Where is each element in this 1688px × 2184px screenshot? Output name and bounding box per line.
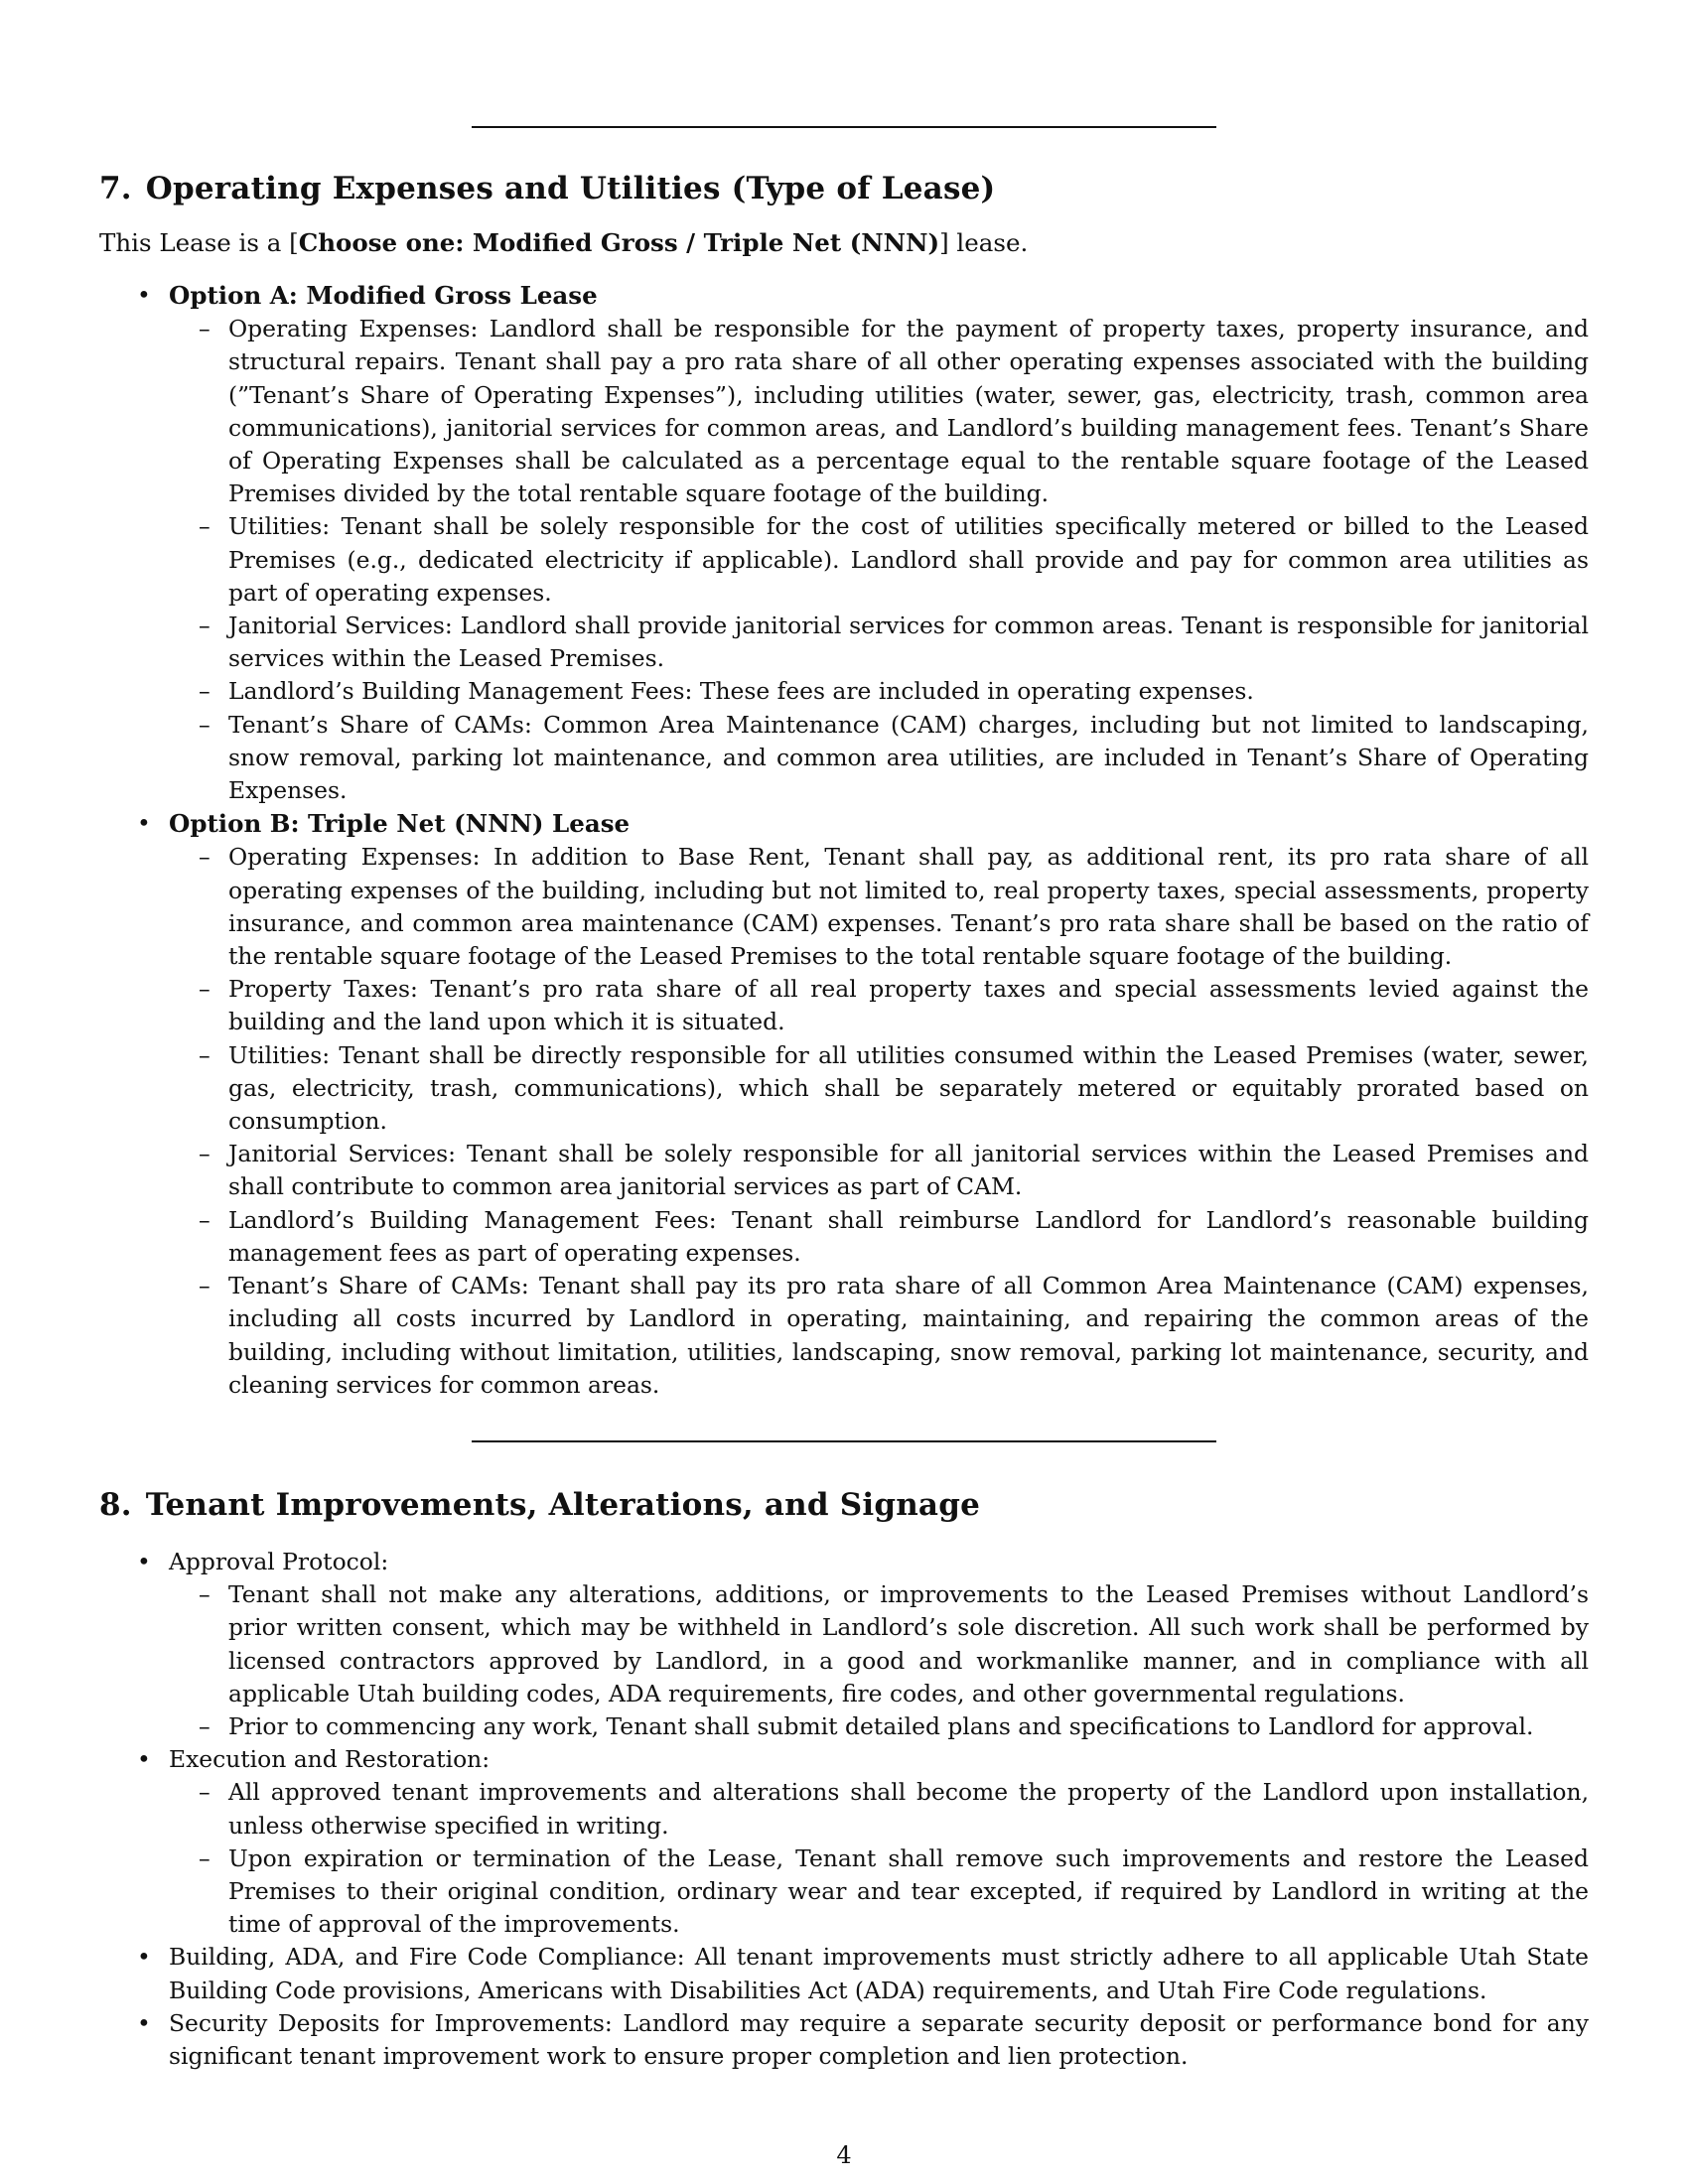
intro-suffix: ] lease. — [939, 228, 1029, 257]
option-a-utilities: Utilities: Tenant shall be solely responsible for the cost of utilities specifically metered or billed to the Leased Premises (e.g., dedicated electricity if applicable). Landlord shall provide and pay for common area utilities as part of operating expenses. — [228, 512, 1589, 607]
section-7-title: Operating Expenses and Utilities (Type of Lease) — [145, 171, 996, 206]
improvement-item — [99, 1546, 1589, 1743]
option-a-label: Option A: Modified Gross Lease — [169, 281, 598, 310]
option-a-item — [99, 313, 1589, 510]
option-b-property-taxes: Property Taxes: Tenant’s pro rata share of all real property taxes and special assessments levied against the building and the land upon which it is situated. — [228, 975, 1589, 1036]
option-a-item — [99, 709, 1589, 808]
dash-icon: – — [199, 1580, 211, 1609]
dash-icon: – — [199, 512, 211, 541]
dash-icon: – — [199, 975, 211, 1004]
improvement-item — [99, 1743, 1589, 1941]
dash-icon: – — [199, 843, 211, 872]
approval-subitem — [99, 1578, 1589, 1710]
dash-icon: – — [199, 612, 211, 640]
lease-type-intro — [99, 228, 1028, 257]
approval-plans-text: Prior to commencing any work, Tenant shall submit detailed plans and specifications to Landlord for approval. — [228, 1712, 1534, 1741]
bullet-icon: • — [137, 809, 151, 838]
option-b-item — [99, 973, 1589, 1038]
option-b-item — [99, 1039, 1589, 1139]
execution-property-text: All approved tenant improvements and alterations shall become the property of the Landlord upon installation, unless otherwise specified in writing. — [228, 1778, 1589, 1840]
option-b-janitorial: Janitorial Services: Tenant shall be solely responsible for all janitorial services within the Leased Premises and shall contribute to common area janitorial services as part of CAM. — [228, 1140, 1589, 1201]
option-a — [99, 279, 1589, 807]
document-page — [99, 0, 1589, 2184]
section-8-number: 8. — [99, 1487, 132, 1523]
section-divider-top — [472, 126, 1216, 128]
bullet-icon: • — [137, 1548, 151, 1575]
dash-icon: – — [199, 1205, 211, 1234]
bullet-icon: • — [137, 1943, 151, 1972]
option-a-item — [99, 510, 1589, 610]
option-b-operating-expenses: Operating Expenses: In addition to Base Rent, Tenant shall pay, as additional rent, its pro rata share of all operating expenses of the building, including but not limited to, real property taxes, special assessments, property insurance, and common area maintenance (CAM) expenses. Tenant’s pro rata share shall be based on the ratio of the rentable square footage of the Leased Premises to the total rentable square footage of the building. — [228, 843, 1589, 971]
execution-subitem — [99, 1776, 1589, 1842]
option-b — [99, 807, 1589, 1402]
approval-subitem — [99, 1710, 1589, 1743]
dash-icon: – — [199, 315, 211, 343]
section-7-options — [99, 279, 1589, 1402]
security-deposit-text: Security Deposits for Improvements: Landlord may require a separate security deposit or performance bond for any significant tenant improvement work to ensure proper completion and lien protection. — [169, 2008, 1589, 2071]
section-8-list — [99, 1546, 1589, 2073]
option-a-item — [99, 675, 1589, 708]
dash-icon: – — [199, 710, 211, 739]
option-b-item — [99, 1270, 1589, 1402]
dash-icon: – — [199, 1272, 211, 1300]
option-b-cams: Tenant’s Share of CAMs: Tenant shall pay its pro rata share of all Common Area Maintenance (CAM) expenses, including all costs incurred by Landlord in operating, maintaining, and repairing the common areas of the building, including without limitation, utilities, landscaping, snow removal, parking lot maintenance, security, and cleaning services for common areas. — [228, 1272, 1589, 1399]
approval-protocol-label: Approval Protocol: — [169, 1548, 389, 1575]
improvement-item — [99, 1941, 1589, 2006]
execution-subitem — [99, 1843, 1589, 1942]
option-b-label: Option B: Triple Net (NNN) Lease — [169, 809, 631, 839]
option-a-management-fees: Landlord’s Building Management Fees: These fees are included in operating expenses. — [228, 677, 1254, 706]
dash-icon: – — [199, 677, 211, 706]
dash-icon: – — [199, 1843, 211, 1872]
option-a-cams: Tenant’s Share of CAMs: Common Area Maintenance (CAM) charges, including but not limited to landscaping, snow removal, parking lot maintenance, and common area utilities, are included in Tenant’s Share of Operating Expenses. — [228, 710, 1589, 805]
dash-icon: – — [199, 1140, 211, 1168]
option-a-item — [99, 610, 1589, 675]
approval-consent-text: Tenant shall not make any alterations, additions, or improvements to the Leased Premises without Landlord’s prior written consent, which may be withheld in Landlord’s sole discretion. All such work shall be performed by licensed contractors approved by Landlord, in a good and workmanlike manner, and in compliance with all applicable Utah building codes, ADA requirements, fire codes, and other governmental regulations. — [228, 1580, 1589, 1707]
section-8-heading — [99, 1487, 980, 1523]
option-b-item — [99, 841, 1589, 973]
section-7-number: 7. — [99, 171, 132, 206]
bullet-icon: • — [137, 1745, 151, 1774]
improvement-item — [99, 2007, 1589, 2073]
code-compliance-text: Building, ADA, and Fire Code Compliance: All tenant improvements must strictly adhere to all applicable Utah State Building Code provisions, Americans with Disabilities Act (ADA) requirements, and Utah Fire Code regulations. — [169, 1943, 1589, 2004]
dash-icon: – — [199, 1778, 211, 1807]
section-divider-middle — [472, 1440, 1216, 1442]
option-b-item — [99, 1204, 1589, 1270]
dash-icon: – — [199, 1712, 211, 1741]
section-8-title: Tenant Improvements, Alterations, and Signage — [145, 1487, 981, 1523]
option-b-utilities: Utilities: Tenant shall be directly responsible for all utilities consumed within the Leased Premises (water, sewer, gas, electricity, trash, communications), which shall be separately metered or equitably prorated based on consumption. — [228, 1040, 1589, 1136]
section-7-heading — [99, 171, 995, 206]
page-number: 4 — [836, 2141, 852, 2169]
execution-restoration-label: Execution and Restoration: — [169, 1745, 491, 1774]
option-a-janitorial: Janitorial Services: Landlord shall provide janitorial services for common areas. Tenant is responsible for janitorial services within the Leased Premises. — [228, 612, 1589, 673]
lease-type-choice: Choose one: Modified Gross / Triple Net (NNN) — [298, 228, 940, 257]
bullet-icon: • — [137, 281, 151, 309]
dash-icon: – — [199, 1040, 211, 1069]
intro-prefix: This Lease is a [ — [99, 228, 299, 257]
option-b-management-fees: Landlord’s Building Management Fees: Tenant shall reimburse Landlord for Landlord’s reasonable building management fees as part of operating expenses. — [228, 1205, 1589, 1267]
execution-restore-text: Upon expiration or termination of the Lease, Tenant shall remove such improvements and restore the Leased Premises to their original condition, ordinary wear and tear excepted, if required by Landlord in writing at the time of approval of the improvements. — [228, 1843, 1589, 1939]
option-b-item — [99, 1138, 1589, 1203]
bullet-icon: • — [137, 2008, 151, 2037]
option-a-operating-expenses: Operating Expenses: Landlord shall be responsible for the payment of property taxes, property insurance, and structural repairs. Tenant shall pay a pro rata share of all other operating expenses associated with the building (”Tenant’s Share of Operating Expenses”), including utilities (water, sewer, gas, electricity, trash, common area communications), janitorial services for common areas, and Landlord’s building management fees. Tenant’s Share of Operating Expenses shall be calculated as a percentage equal to the rentable square footage of the Leased Premises divided by the total rentable square footage of the building. — [228, 315, 1589, 508]
